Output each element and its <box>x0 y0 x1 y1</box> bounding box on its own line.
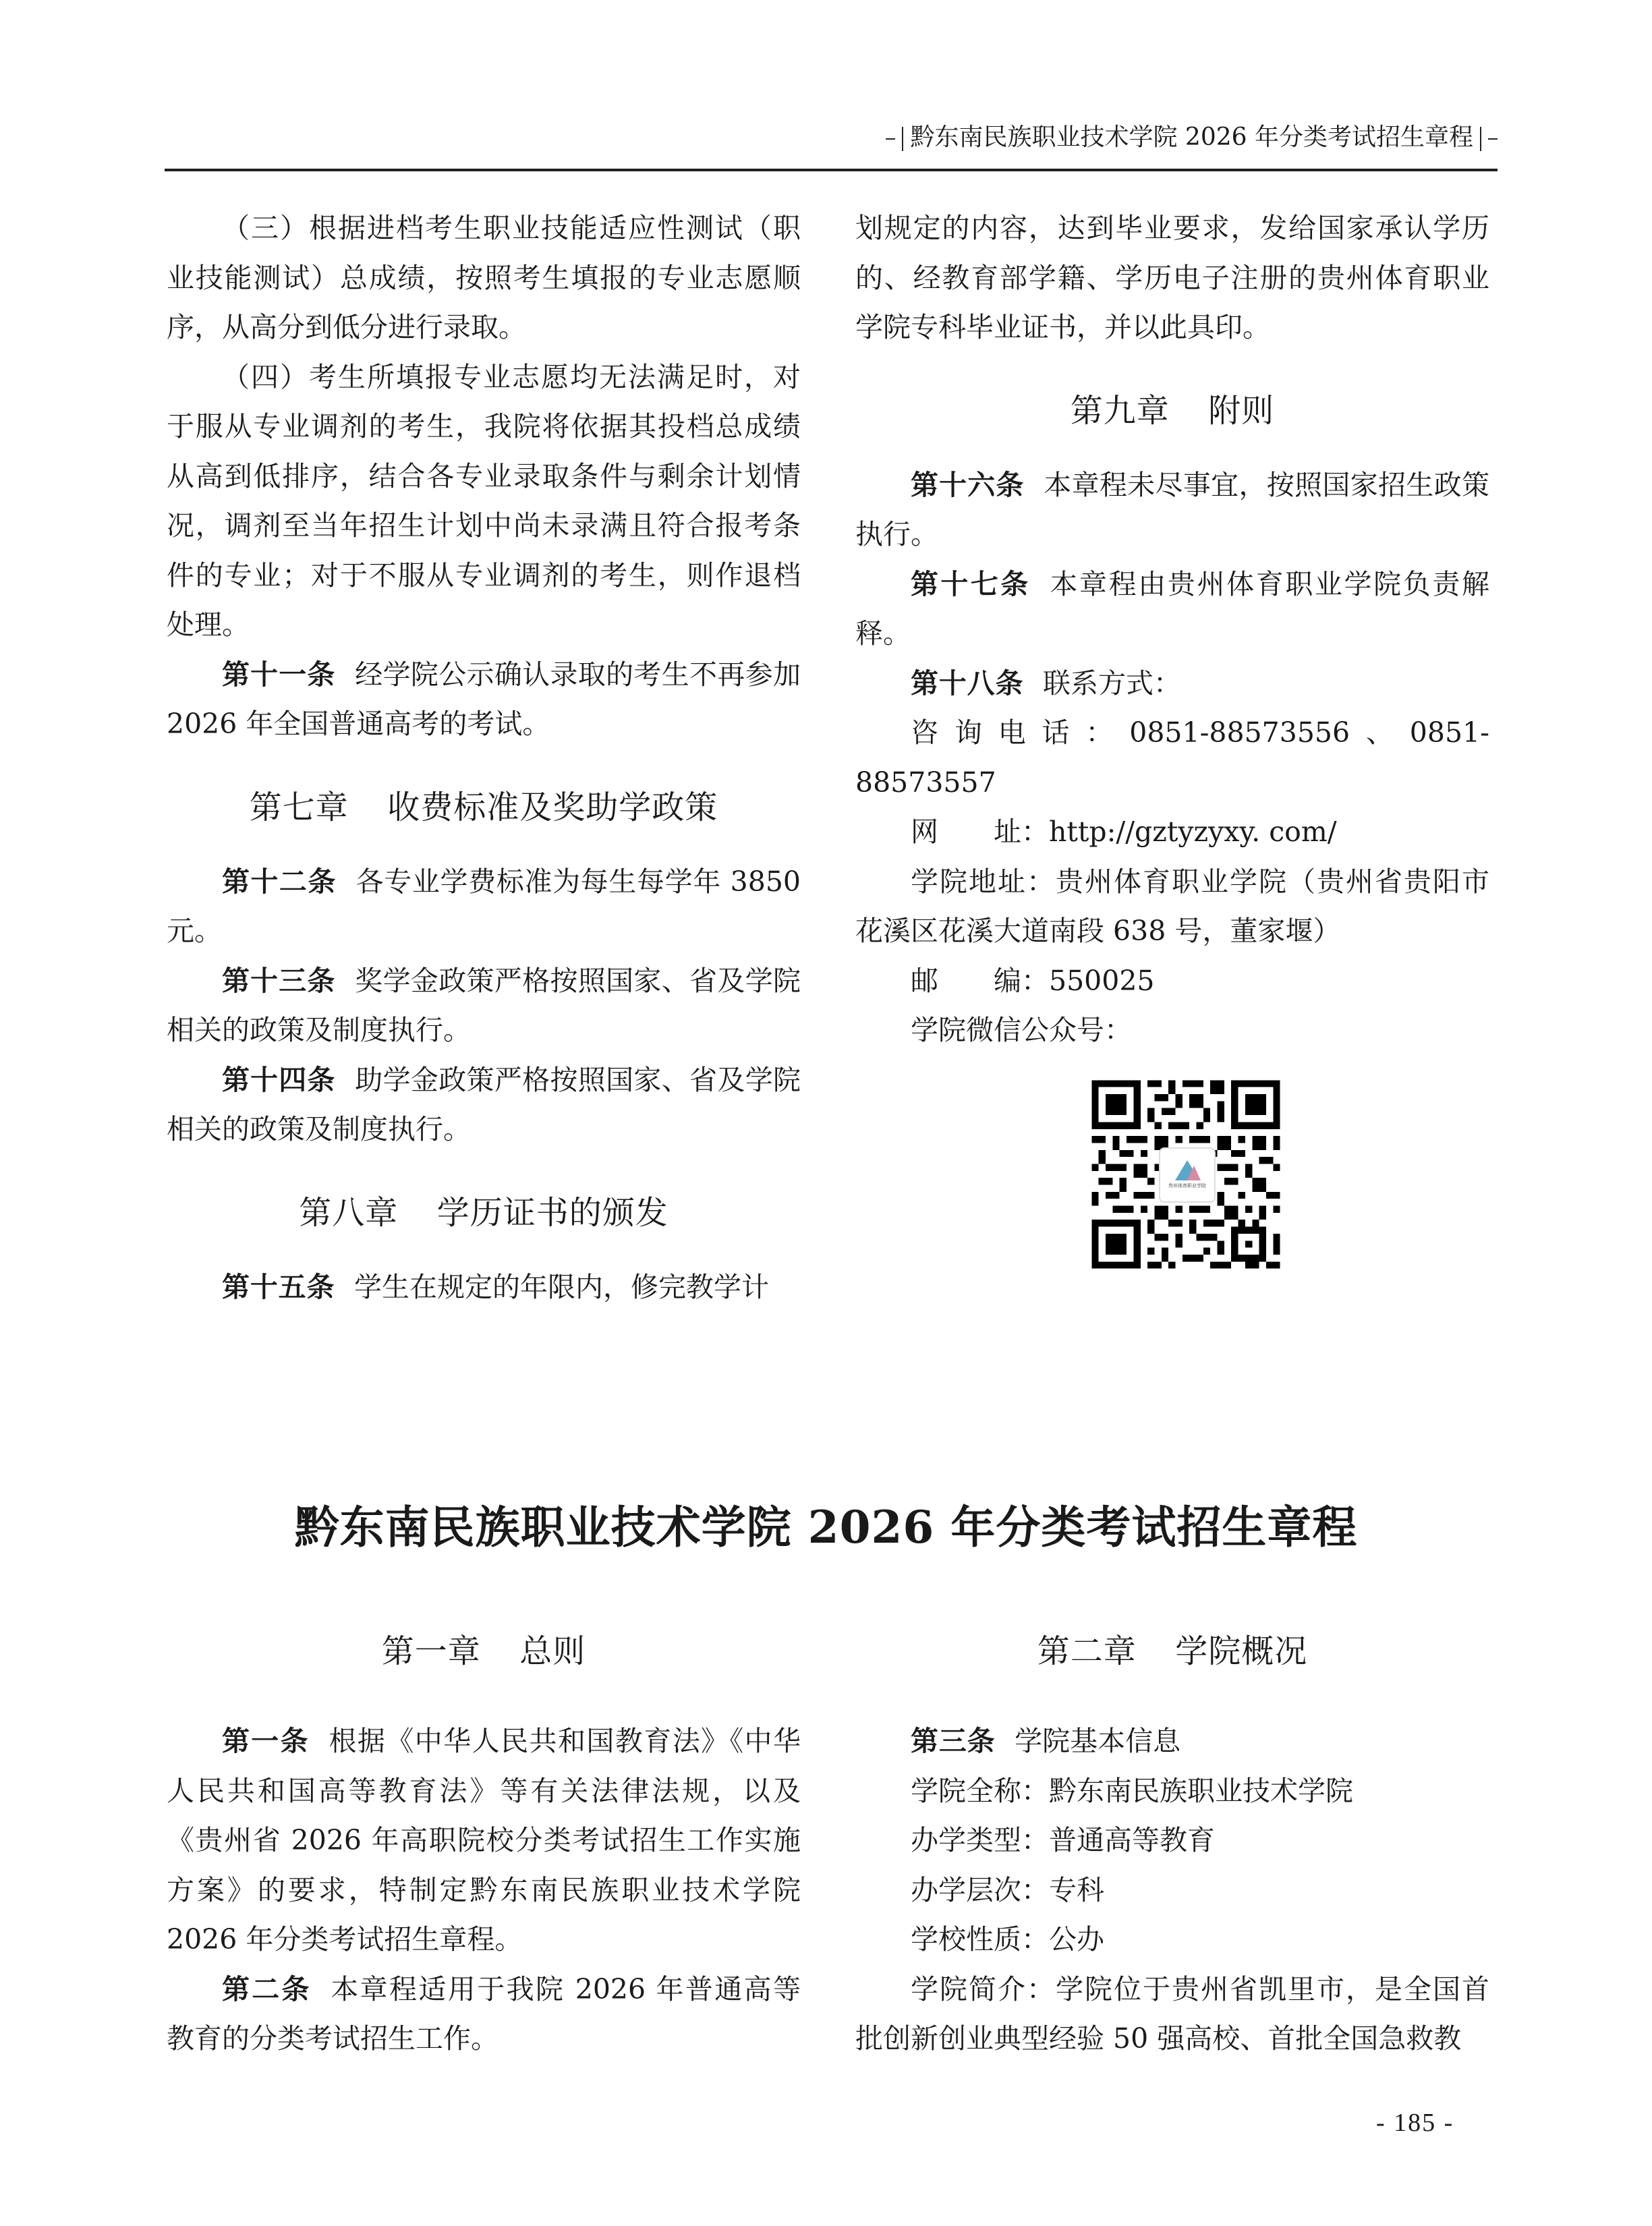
article-text: 奖学金政策严格按照国家、省及学院相关的政策及制度执行。 <box>167 964 801 1046</box>
chapter-9-heading <box>855 391 1489 431</box>
article-text: 本章程未尽事宜，按照国家招生政策执行。 <box>855 468 1490 550</box>
wechat-qr-code[interactable] <box>1085 1073 1287 1276</box>
article-text: 助学金政策严格按照国家、省及学院相关的政策及制度执行。 <box>167 1063 801 1145</box>
article-15-continued: 划规定的内容，达到毕业要求，发给国家承认学历的、经教育部学籍、学历电子注册的贵州体育职业学院专科毕业证书，并以此具印。 <box>855 212 1489 343</box>
article-label: 第十五条 <box>222 1270 335 1303</box>
chapter-title: 收费标准及奖助学政策 <box>387 788 718 826</box>
article-text: 联系方式： <box>1042 666 1181 700</box>
article-16 <box>855 461 1489 560</box>
bottom-right-column <box>855 1717 1489 2064</box>
postcode-value: 550025 <box>1049 964 1155 997</box>
contact-wechat: 学院微信公众号： <box>911 1014 1132 1046</box>
info-type: 办学类型：普通高等教育 <box>911 1824 1215 1856</box>
chapter-2-heading-wrap <box>855 1631 1489 1672</box>
contact-phone: 咨询电话：0851-88573556、0851-88573557 <box>855 716 1489 799</box>
info-full-name: 学院全称：黔东南民族职业技术学院 <box>911 1774 1353 1807</box>
postcode-label: 邮 编： <box>911 964 1049 997</box>
chapter-title: 学历证书的颁发 <box>436 1193 668 1232</box>
article-text: 本章程适用于我院 2026 年普通高等教育的分类考试招生工作。 <box>167 1972 801 2055</box>
chapter-title: 学院概况 <box>1175 1632 1308 1670</box>
contact-address: 学院地址：贵州体育职业学院（贵州省贵阳市花溪区花溪大道南段 638 号，董家堰） <box>855 865 1489 947</box>
header-tick-right <box>1488 138 1498 140</box>
logo-mark-icon <box>1175 1160 1199 1180</box>
running-header-title: 黔东南民族职业技术学院 2026 年分类考试招生章程 <box>910 123 1473 151</box>
chapter-1-heading <box>167 1631 801 1672</box>
article-text: 根据《中华人民共和国教育法》《中华人民共和国高等教育法》等有关法律法规，以及《贵州省 2026 年高职院校分类考试招生工作实施方案》的要求，特制定黔东南民族职业技术学院 2026 年分类考试招生章程。 <box>167 1725 801 1956</box>
qr-code-container <box>855 1073 1489 1276</box>
header-tick-left <box>886 138 895 140</box>
chapter-7-heading <box>167 787 801 828</box>
article-label: 第三条 <box>911 1725 996 1757</box>
article-label: 第十八条 <box>911 666 1024 700</box>
article-label: 第一条 <box>222 1725 310 1757</box>
chapter-number: 第七章 <box>249 788 349 826</box>
article-3 <box>855 1717 1489 1767</box>
chapter-number: 第一章 <box>381 1632 481 1670</box>
paragraph-item-3: （三）根据进档考生职业技能适应性测试（职业技能测试）总成绩，按照考生填报的专业志愿顺序，从高分到低分进行录取。 <box>167 212 801 343</box>
info-intro: 学院简介：学院位于贵州省凯里市，是全国首批创新创业典型经验 50 强高校、首批全国急救教 <box>855 1972 1489 2055</box>
bottom-left-column <box>167 1717 801 2064</box>
article-18 <box>855 659 1489 709</box>
chapter-title: 总则 <box>519 1632 586 1670</box>
info-nature: 学校性质：公办 <box>911 1923 1104 1956</box>
chapter-number: 第九章 <box>1070 391 1170 430</box>
info-level: 办学层次：专科 <box>911 1873 1104 1906</box>
chapter-8-heading <box>167 1193 801 1233</box>
chapter-number: 第八章 <box>299 1193 399 1232</box>
top-left-column <box>167 204 801 1312</box>
paragraph-item-4: （四）考生所填报专业志愿均无法满足时，对于服从专业调剂的考生，我院将依据其投档总成绩从高到低排序，结合各专业录取条件与剩余计划情况，调剂至当年招生计划中尚未录满且符合报考条件的专业；对于不服从专业调剂的考生，则作退档处理。 <box>167 360 801 641</box>
website-label: 网 址： <box>911 816 1049 848</box>
chapter-title: 附则 <box>1208 391 1275 430</box>
article-text: 本章程由贵州体育职业学院负责解释。 <box>855 567 1490 650</box>
article-1 <box>167 1717 801 1965</box>
article-text: 各专业学费标准为每生每学年 3850 元。 <box>167 865 801 947</box>
header-bar-left <box>902 127 903 151</box>
logo-text: 贵州体育职业学院 <box>1168 1183 1206 1189</box>
contact-website <box>855 807 1489 857</box>
article-text: 学院基本信息 <box>1015 1725 1181 1757</box>
top-right-column <box>855 204 1489 1276</box>
article-11 <box>167 650 801 749</box>
website-link[interactable]: http://gztyzyxy. com/ <box>1049 816 1337 848</box>
article-15 <box>167 1263 801 1313</box>
contact-postcode <box>855 957 1489 1006</box>
article-14 <box>167 1056 801 1155</box>
article-label: 第十七条 <box>911 567 1031 600</box>
header-rule <box>165 169 1498 171</box>
article-label: 第十三条 <box>222 964 336 997</box>
chapter-number: 第二章 <box>1037 1632 1137 1670</box>
article-label: 第十二条 <box>222 865 337 898</box>
header-bar-right <box>1480 127 1481 151</box>
college-logo <box>1159 1147 1216 1203</box>
article-13 <box>167 957 801 1056</box>
article-2 <box>167 1965 801 2064</box>
chapter-2-heading <box>855 1631 1489 1672</box>
article-17 <box>855 560 1489 659</box>
article-12 <box>167 857 801 957</box>
document-title: 黔东南民族职业技术学院 2026 年分类考试招生章程 <box>294 1501 1358 1554</box>
running-header <box>165 120 1498 155</box>
article-text: 经学院公示确认录取的考生不再参加 2026 年全国普通高考的考试。 <box>167 658 801 740</box>
chapter-1-heading-wrap <box>167 1631 801 1672</box>
page-number: - 185 - <box>1376 2109 1454 2137</box>
article-label: 第十四条 <box>222 1063 336 1096</box>
article-label: 第十六条 <box>911 468 1025 501</box>
article-label: 第十一条 <box>222 658 336 691</box>
article-label: 第二条 <box>222 1972 312 2005</box>
article-text: 学生在规定的年限内，修完教学计 <box>353 1270 769 1303</box>
